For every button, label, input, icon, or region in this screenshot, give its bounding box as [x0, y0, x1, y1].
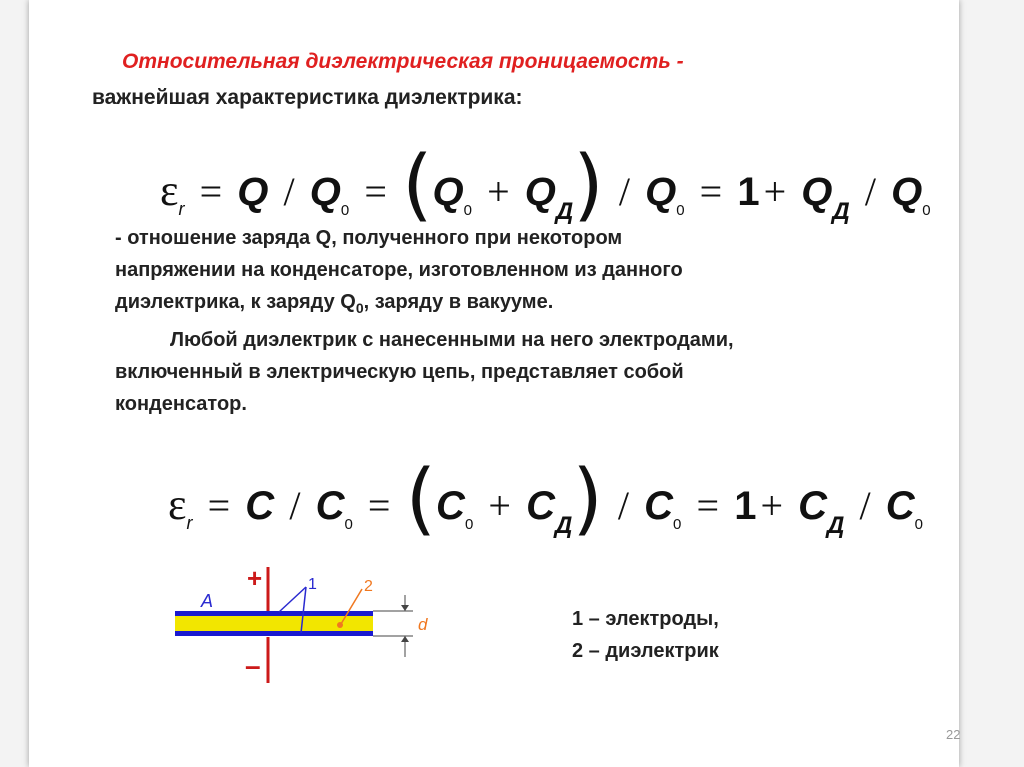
- formula-charge-ratio: $\varepsilon_r = Q / Q_0 = (Q_0 + Q_Д) / Q_0 = 1 + Q_Д / Q_0$: [160, 140, 931, 230]
- label-a: A: [201, 591, 214, 611]
- slide-subtitle: важнейшая характеристика диэлектрика:: [92, 86, 523, 109]
- label-d: d: [418, 615, 428, 634]
- left-paren: (: [402, 140, 433, 230]
- right-paren: ): [572, 454, 603, 544]
- minus-sign: –: [245, 650, 261, 681]
- label-2: 2: [364, 578, 373, 595]
- paragraph-definition: - отношение заряда Q, полученного при некотором напряжении на конденсаторе, изготовленном из данного диэлектрика, к заряду $Q_0$, заряду в вакууме.: [115, 227, 683, 316]
- plus-sign: +: [247, 565, 263, 593]
- dim-arrow-down-icon: [401, 605, 409, 611]
- paragraph-capacitor: Любой диэлектрик с нанесенными на него электродами, включенный в электрическую цепь, представляет собой конденсатор.: [115, 329, 734, 415]
- left-paren: (: [405, 454, 437, 544]
- dim-arrow-up-icon: [401, 636, 409, 642]
- label-1: 1: [308, 576, 317, 593]
- callout-2-dot: [337, 622, 343, 628]
- diagram-legend: 1 – электроды, 2 – диэлектрик: [572, 608, 719, 662]
- page-number: 22: [946, 727, 961, 742]
- formula-capacitance-ratio: $\varepsilon_r = C / C_0 = (C_0 + C_Д) / C_0 = 1 + C_Д / C_0$: [168, 454, 923, 544]
- epsilon-symbol: ε: [160, 166, 179, 215]
- top-electrode: [175, 611, 373, 616]
- callout-1-line-a: [279, 587, 306, 612]
- epsilon-symbol: ε: [168, 480, 187, 529]
- dielectric-layer: [175, 616, 373, 631]
- right-paren: ): [573, 140, 604, 230]
- slide-title: Относительная диэлектрическая проницаемость -: [122, 50, 684, 73]
- capacitor-diagram: [175, 565, 445, 685]
- bottom-electrode: [175, 631, 373, 636]
